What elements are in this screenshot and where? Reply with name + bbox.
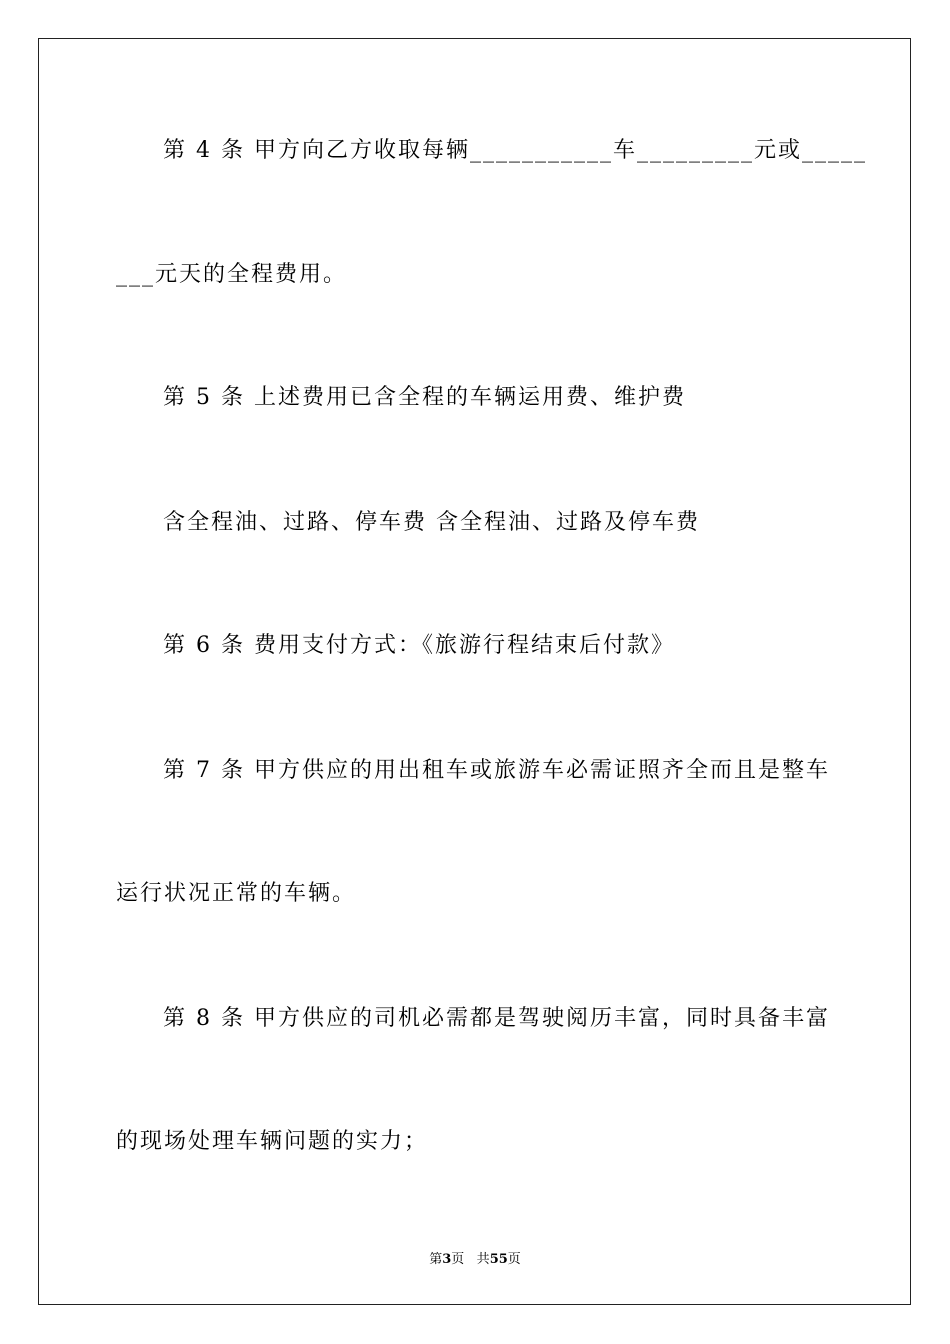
clause-5-line-1: 第 5 条 上述费用已含全程的车辆运用费、维护费 — [163, 385, 686, 410]
clause-8-line-1: 第 8 条 甲方供应的司机必需都是驾驶阅历丰富，同时具备丰富 — [163, 1006, 830, 1031]
clause-6-line: 第 6 条 费用支付方式：《旅游行程结束后付款》 — [163, 633, 675, 658]
footer-total-prefix: 共 — [476, 1252, 490, 1267]
page-footer — [0, 1248, 950, 1267]
footer-total-pages: 55 — [489, 1252, 508, 1267]
clause-4-line-1: 第 4 条 甲方向乙方收取每辆___________车_________元或_____ — [163, 138, 867, 163]
clause-4-line-2: ___元天的全程费用。 — [116, 262, 348, 287]
footer-page-suffix: 页 — [451, 1252, 465, 1267]
clause-7-line-2: 运行状况正常的车辆。 — [116, 881, 357, 906]
footer-page-number: 3 — [442, 1252, 452, 1267]
footer-total-suffix: 页 — [507, 1252, 521, 1267]
clause-5-line-2: 含全程油、过路、停车费 含全程油、过路及停车费 — [163, 510, 700, 535]
clause-8-line-2: 的现场处理车辆问题的实力； — [116, 1129, 429, 1154]
footer-prefix: 第 — [429, 1252, 443, 1267]
clause-7-line-1: 第 7 条 甲方供应的用出租车或旅游车必需证照齐全而且是整车 — [163, 758, 830, 783]
page-border — [38, 38, 911, 1305]
